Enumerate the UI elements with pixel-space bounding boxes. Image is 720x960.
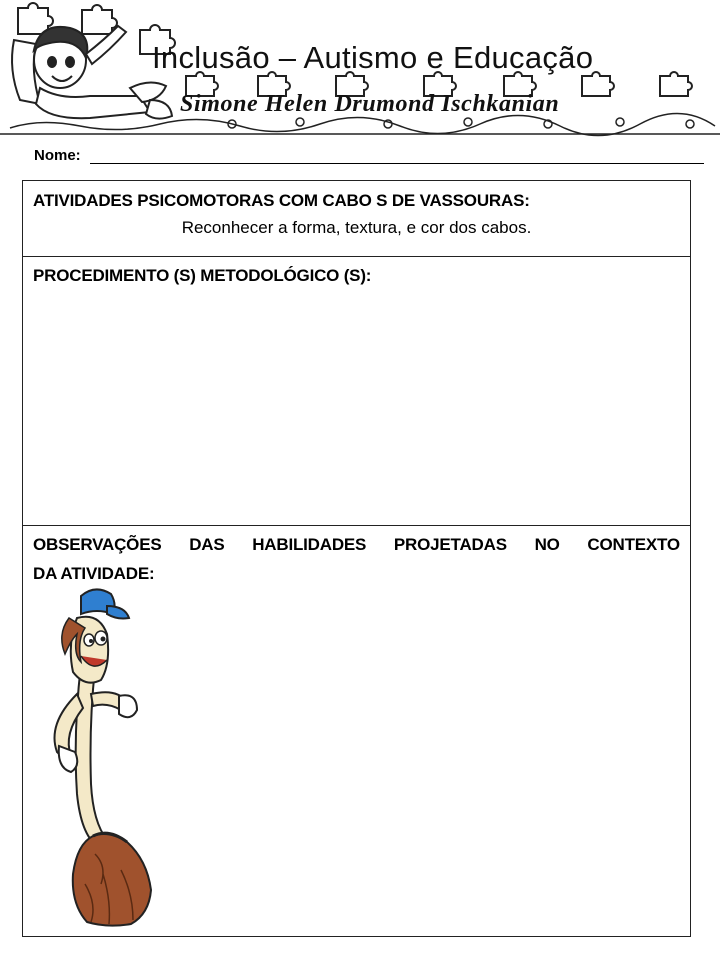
procedure-title: PROCEDIMENTO (S) METODOLÓGICO (S): (33, 266, 372, 285)
broom-character-illustration (37, 584, 167, 929)
observations-title-word: OBSERVAÇÕES (33, 535, 162, 554)
observations-title-word: DAS (189, 535, 225, 554)
name-field (34, 144, 704, 170)
header-banner (0, 0, 720, 140)
observations-title-word: CONTEXTO (587, 535, 680, 554)
puzzle-piece-icon (660, 72, 692, 96)
observations-section[interactable] (23, 526, 690, 936)
hat-brim (107, 606, 129, 619)
procedure-section[interactable] (23, 257, 690, 526)
name-label: Nome: (34, 147, 81, 164)
broom-bristles (73, 834, 151, 926)
puzzle-piece-icon (82, 5, 117, 34)
observations-title-line1 (33, 535, 680, 555)
observations-title-word: HABILIDADES (252, 535, 367, 554)
activity-title: ATIVIDADES PSICOMOTORAS COM CABO S DE VASSOURAS: (33, 191, 530, 210)
author-name: Simone Helen Drumond Ischkanian (180, 91, 560, 117)
observations-title-word: NO (534, 535, 560, 554)
glove-icon (119, 695, 137, 717)
activity-section (23, 181, 690, 257)
name-input-line[interactable] (90, 163, 704, 164)
worksheet-table (22, 180, 691, 937)
observations-title-word: PROJETADAS (393, 535, 507, 554)
activity-subtitle: Reconhecer a forma, textura, e cor dos cabos. (181, 218, 532, 237)
glove-icon (59, 746, 78, 772)
header-title: Inclusão – Autismo e Educação (152, 40, 594, 75)
observations-title-line2: DA ATIVIDADE: (33, 564, 155, 583)
